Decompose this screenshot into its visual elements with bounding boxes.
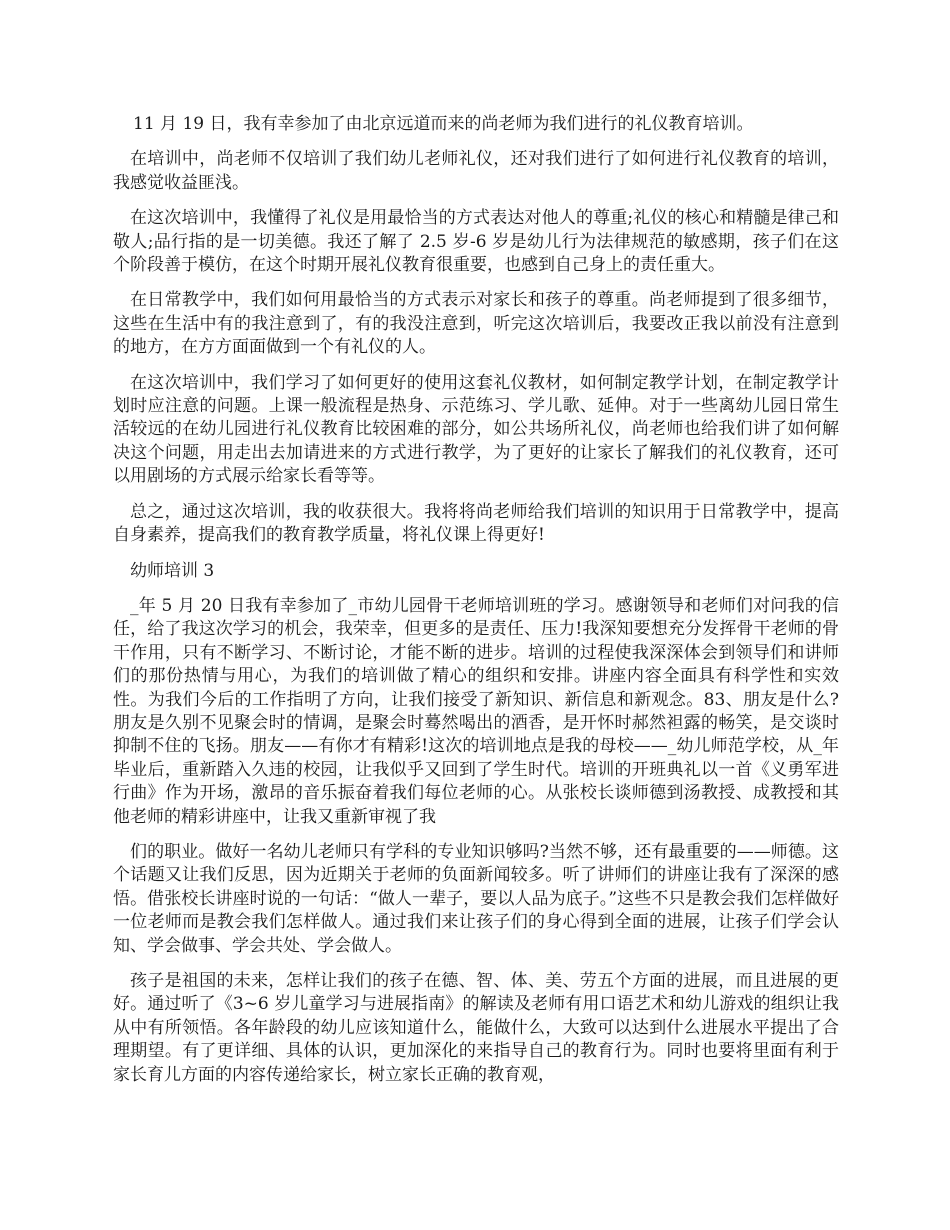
paragraph-6: 总之，通过这次培训，我的收获很大。我将将尚老师给我们培训的知识用于日常教学中，提高自身素养，提高我们的教育教学质量，将礼仪课上得更好! [113,501,839,546]
paragraph-3: 在这次培训中，我懂得了礼仪是用最恰当的方式表达对他人的尊重;礼仪的核心和精髓是律己和敬人;品行指的是一切美德。我还了解了 2.5 岁-6 岁是幼儿行为法律规范的敏感期，孩子们在这个阶段善于模仿，在这个时期开展礼仪教育很重要，也感到自己身上的责任重大。 [113,208,839,276]
paragraph-5: 在这次培训中，我们学习了如何更好的使用这套礼仪教材，如何制定教学计划，在制定教学计划时应注意的问题。上课一般流程是热身、示范练习、学儿歌、延伸。对于一些离幼儿园日常生活较远的在幼儿园进行礼仪教育比较困难的部分，如公共场所礼仪，尚老师也给我们讲了如何解决这个问题，用走出去加请进来的方式进行教学，为了更好的让家长了解我们的礼仪教育，还可以用剧场的方式展示给家长看等等。 [113,372,839,487]
paragraph-1: 11 月 19 日，我有幸参加了由北京远道而来的尚老师为我们进行的礼仪教育培训。 [133,114,754,134]
paragraph-4: 在日常教学中，我们如何用最恰当的方式表示对家长和孩子的尊重。尚老师提到了很多细节，这些在生活中有的我注意到了，有的我没注意到，听完这次培训后，我要改正我以前没有注意到的地方，在方方面面做到一个有礼仪的人。 [113,290,839,358]
document-body [113,113,839,1099]
paragraph-7: _年 5 月 20 日我有幸参加了_市幼儿园骨干老师培训班的学习。感谢领导和老师们对问我的信任，给了我这次学习的机会，我荣幸，但更多的是责任、压力!我深知要想充分发挥骨干老师的骨干作用，只有不断学习、不断讨论，才能不断的进步。培训的过程使我深深体会到领导们和讲师们的那份热情与用心，为我们的培训做了精心的组织和安排。讲座内容全面具有科学性和实效性。为我们今后的工作指明了方向，让我们接受了新知识、新信息和新观念。83、朋友是什么?朋友是久别不见聚会时的情调，是聚会时蓦然喝出的酒香，是开怀时郝然袒露的畅笑，是交谈时抑制不住的飞扬。朋友——有你才有精彩!这次的培训地点是我的母校——_幼儿师范学校，从_年毕业后，重新踏入久违的校园，让我似乎又回到了学生时代。培训的开班典礼以一首《义勇军进行曲》作为开场，激昂的音乐振奋着我们每位老师的心。从张校长谈师德到汤教授、成教授和其他老师的精彩讲座中，让我又重新审视了我 [113,595,839,827]
section-heading: 幼师培训 3 [130,560,215,581]
paragraph-8: 们的职业。做好一名幼儿老师只有学科的专业知识够吗?当然不够，还有最重要的——师德。这个话题又让我们反思，因为近期关于老师的负面新闻较多。听了讲师们的讲座让我有了深深的感悟。借张校长讲座时说的一句话：“做人一辈子，要以人品为底子。”这些不只是教会我们怎样做好一位老师而是教会我们怎样做人。通过我们来让孩子们的身心得到全面的进展，让孩子们学会认知、学会做事、学会共处、学会做人。 [113,841,839,956]
paragraph-2: 在培训中，尚老师不仅培训了我们幼儿老师礼仪，还对我们进行了如何进行礼仪教育的培训，我感觉收益匪浅。 [113,149,839,193]
paragraph-9: 孩子是祖国的未来，怎样让我们的孩子在德、智、体、美、劳五个方面的进展，而且进展的更好。通过听了《3~6 岁儿童学习与进展指南》的解读及老师有用口语艺术和幼儿游戏的组织让我从中有所领悟。各年龄段的幼儿应该知道什么，能做什么，大致可以达到什么进展水平提出了合理期望。有了更详细、具体的认识，更加深化的来指导自己的教育行为。同时也要将里面有利于家长育儿方面的内容传递给家长，树立家长正确的教育观， [113,971,839,1085]
